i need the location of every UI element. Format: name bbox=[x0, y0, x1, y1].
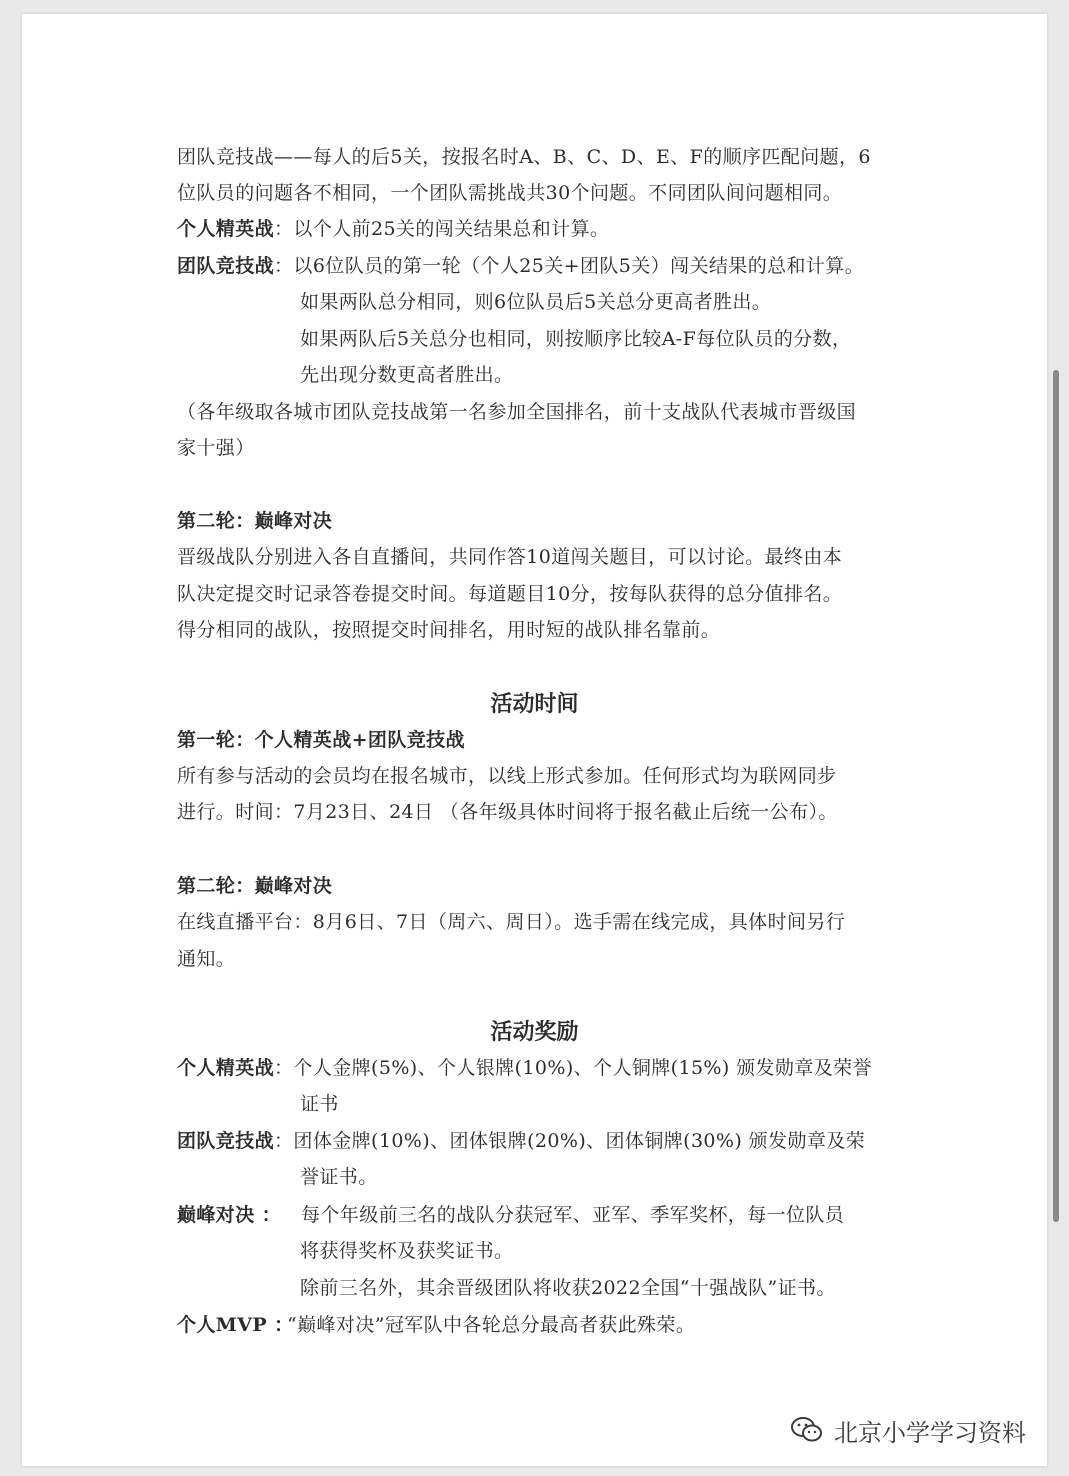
award-text: 每个年级前三名的战队分获冠军、亚军、季军奖杯，每一位队员 bbox=[301, 1204, 845, 1226]
paragraph-line: 在线直播平台：8月6日、7日（周六、周日）。选手需在线完成，具体时间另行 bbox=[177, 911, 846, 933]
paragraph-line: 所有参与活动的会员均在报名城市，以线上形式参加。任何形式均为联网同步 bbox=[177, 765, 837, 787]
section-title-awards: 活动奖励 bbox=[490, 1019, 579, 1045]
rule-label: 团队竞技战 bbox=[177, 255, 275, 277]
paragraph-line: 晋级战队分别进入各自直播间，共同作答10道闯关题目，可以讨论。最终由本 bbox=[177, 546, 843, 568]
rule-label: 个人精英战 bbox=[177, 218, 275, 240]
rule-individual bbox=[177, 217, 609, 241]
rule-team-line: 如果两队总分相同，则6位队员后5关总分更高者胜出。 bbox=[300, 291, 772, 313]
rule-text: ：以个人前25关的闯关结果总和计算。 bbox=[274, 218, 610, 240]
section-subheading: 第二轮：巅峰对决 bbox=[177, 875, 333, 897]
award-line: 誉证书。 bbox=[300, 1166, 378, 1188]
watermark-text: 北京小学学习资料 bbox=[834, 1418, 1026, 1447]
award-label: 巅峰对决 ： bbox=[177, 1204, 282, 1226]
rule-team-line: 如果两队后5关总分也相同，则按顺序比较A-F每位队员的分数， bbox=[300, 328, 852, 350]
award-label: 团队竞技战 bbox=[177, 1130, 275, 1152]
note-line: （各年级取各城市团队竞技战第一名参加全国排名，前十支战队代表城市晋级国 bbox=[177, 401, 857, 423]
watermark bbox=[790, 1413, 1026, 1447]
award-label: 个人精英战 bbox=[177, 1057, 275, 1079]
award-line: 除前三名外，其余晋级团队将收获2022全国“十强战队”证书。 bbox=[300, 1277, 836, 1299]
award-mvp bbox=[177, 1313, 695, 1337]
award-team bbox=[177, 1129, 865, 1153]
section-subheading: 第一轮：个人精英战+团队竞技战 bbox=[177, 729, 465, 751]
award-text: “巅峰对决”冠军队中各轮总分最高者获此殊荣。 bbox=[287, 1314, 696, 1336]
award-peak bbox=[177, 1203, 844, 1227]
scrollbar-thumb[interactable] bbox=[1053, 370, 1059, 1222]
note-line: 家十强） bbox=[177, 437, 255, 459]
paragraph-line: 团队竞技战——每人的后5关，按报名时A、B、C、D、E、F的顺序匹配问题，6 bbox=[177, 146, 871, 168]
award-text: ：团体金牌(10%)、团体银牌(20%)、团体铜牌(30%) 颁发勋章及荣 bbox=[274, 1130, 866, 1152]
paragraph-line: 得分相同的战队，按照提交时间排名，用时短的战队排名靠前。 bbox=[177, 619, 721, 641]
section-title-time: 活动时间 bbox=[490, 691, 579, 717]
award-label: 个人MVP ： bbox=[177, 1314, 294, 1336]
rule-text: ：以6位队员的第一轮（个人25关+团队5关）闯关结果的总和计算。 bbox=[274, 255, 865, 277]
paragraph-line: 位队员的问题各不相同，一个团队需挑战共30个问题。不同团队间问题相同。 bbox=[177, 182, 843, 204]
rule-team-line: 先出现分数更高者胜出。 bbox=[300, 364, 514, 386]
paragraph-line: 队决定提交时记录答卷提交时间。每道题目10分，按每队获得的总分值排名。 bbox=[177, 583, 843, 605]
paragraph-line: 通知。 bbox=[177, 948, 236, 970]
award-line: 将获得奖杯及获奖证书。 bbox=[300, 1240, 514, 1262]
award-individual bbox=[177, 1056, 872, 1080]
section-subheading: 第二轮：巅峰对决 bbox=[177, 510, 333, 532]
paragraph-line: 进行。时间：7月23日、24日 （各年级具体时间将于报名截止后统一公布）。 bbox=[177, 801, 838, 823]
wechat-icon bbox=[790, 1415, 824, 1445]
award-text: ：个人金牌(5%)、个人银牌(10%)、个人铜牌(15%) 颁发勋章及荣誉 bbox=[274, 1057, 872, 1079]
rule-team bbox=[177, 254, 864, 278]
award-line: 证书 bbox=[300, 1093, 339, 1115]
